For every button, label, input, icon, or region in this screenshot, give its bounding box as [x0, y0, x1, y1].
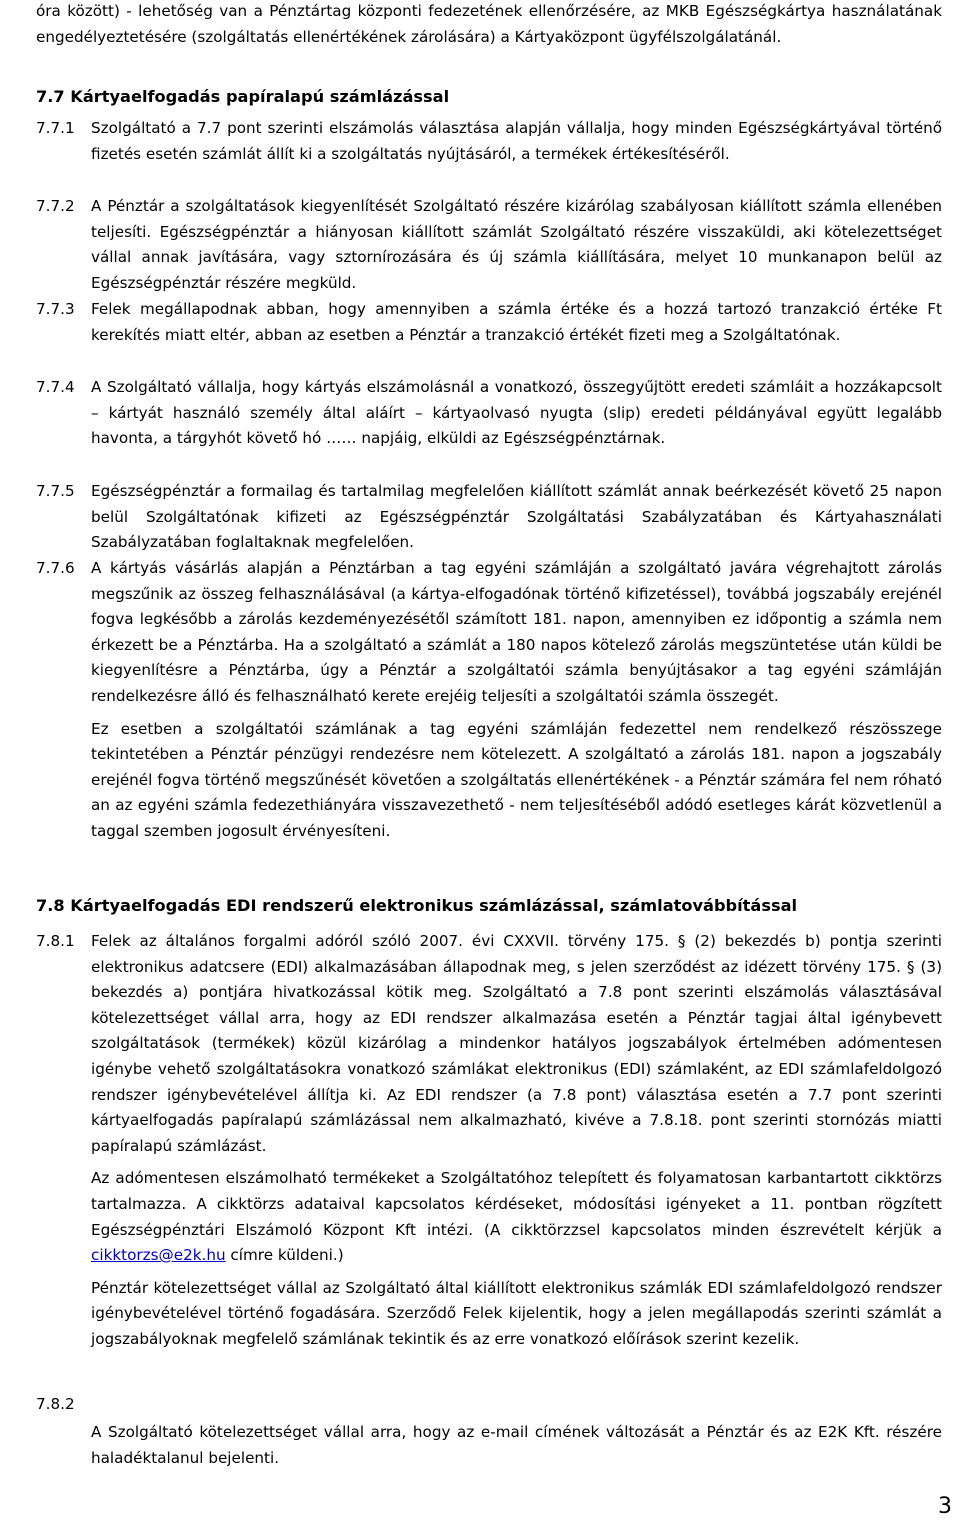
clause-number: 7.7.3 — [36, 300, 75, 318]
clause-text-continued: Ez esetben a szolgáltatói számlának a tag egyéni számláján fedezettel nem rendelkező részösszege tekintetében a Pénztár pénzügyi rendezésre nem kötelezett. A szolgáltató a zárolás 181. napon a jogszabály erejénél fogva történő megszűnését követően a szolgáltatás ellenértékének - a Pénztár számára fel nem róható an az egyéni számla fedezethiányára visszavezethető - nem teljesítéséből adódó esetleges kárát közvetlenül a taggal szemben jogosult érvényesíteni. — [91, 719, 942, 840]
page-number: 3 — [938, 1494, 952, 1519]
cikktorzs-paragraph — [91, 1166, 942, 1268]
cikktorzs-text-end: címre küldeni.) — [225, 1246, 344, 1265]
clause-number: 7.7.6 — [36, 559, 75, 577]
cikktorzs-text: Az adómentesen elszámolható termékeket a Szolgáltatóhoz telepített és folyamatosan karbantartott cikktörzs tartalmazza. A cikktörzs adataival kapcsolatos kérdéseket, módosítási igényeket a 11. pontban rögzített Egészségpénztári Elszámoló Központ Kft intézi. (A cikktörzzsel kapcsolatos minden észrevételt kérjük a — [91, 1169, 942, 1239]
clause-7-7-1 — [36, 116, 942, 167]
clause-text: A Szolgáltató kötelezettséget vállal arra, hogy az e-mail címének változását a Pénztár és az E2K Kft. részére haladéktalanul bejelenti. — [91, 1423, 942, 1467]
clause-7-7-5 — [36, 479, 942, 556]
clause-7-7-2 — [36, 194, 942, 296]
clause-text: A kártyás vásárlás alapján a Pénztárban a tag egyéni számláján a szolgáltató javára végrehajtott zárolás megszűnik az összeg felhasználásával (a kártya-elfogadónak történő kifizetéssel), továbbá jogszabály erejénél fogva legkésőbb a zárolás kezdeményezésétől számított 181. napon, amennyiben ez időpontig a számla nem érkezett be a Pénztárba. Ha a szolgáltató a számlát a 180 napos kötelező zárolás megszüntetése után küldi be kiegyenlítésre a Pénztárba, úgy a Pénztár a szolgáltatói számla benyújtásakor a tag egyéni számláján rendelkezésre álló és felhasználható kerete erejéig teljesíti a szolgáltatói számla összegét. — [91, 559, 942, 705]
section-7-8-heading: 7.8 Kártyaelfogadás EDI rendszerű elektronikus számlázással, számlatovábbítással — [36, 896, 798, 915]
clause-7-7-4 — [36, 375, 942, 452]
clause-number: 7.8.2 — [36, 1395, 75, 1413]
clause-number: 7.7.1 — [36, 119, 75, 137]
clause-text: Felek az általános forgalmi adóról szóló 2007. évi CXXVII. törvény 175. § (2) bekezdés b) pontja szerinti elektronikus adatcsere (EDI) alkalmazásában állapodnak meg, s jelen szerződést az idézett törvény 175. § (3) bekezdés a) pontjára hivatkozással kötik meg. Szolgáltató a 7.8 pont szerinti elszámolás választásával kötelezettséget vállal arra, hogy az EDI rendszer alkalmazása esetén a Pénztár tagjai által igénybevett szolgáltatások (termékek) közül kizárólag a mindenkor hatályos jogszabályok értelmében adómentesen igénybe vehető szolgáltatásokra vonatkozó számlákat elektronikus (EDI) számlaként, az EDI számlafeldolgozó rendszer igénybevételével állítja ki. Az EDI rendszer (a 7.8 pont) választása esetén a 7.7 pont szerinti kártyaelfogadás papíralapú számlázással nem alkalmazható, kivéve a 7.8.18. pont szerinti stornózás miatti papíralapú számlázást. — [91, 932, 942, 1155]
clause-7-7-6 — [36, 556, 942, 845]
clause-number: 7.8.1 — [36, 932, 75, 950]
clause-number: 7.7.5 — [36, 482, 75, 500]
clause-text: Egészségpénztár a formailag és tartalmilag megfelelően kiállított számlát annak beérkezését követő 25 napon belül Szolgáltatónak kifizeti az Egészségpénztár Szolgáltatási Szabályzatában és Kártyahasználati Szabályzatában foglaltaknak megfelelően. — [91, 482, 942, 552]
clause-text-edi-acceptance: Pénztár kötelezettséget vállal az Szolgáltató által kiállított elektronikus számlák EDI számlafeldolgozó rendszer igénybevételével történő fogadására. Szerződő Felek kijelentik, hogy a jelen megállapodás szerinti számlát a jogszabályoknak megfelelő számlának tekintik és az erre vonatkozó előírások szerint kezelik. — [91, 1278, 942, 1348]
clause-text: Szolgáltató a 7.7 pont szerinti elszámolás választása alapján vállalja, hogy minden Egészségkártyával történő fizetés esetén számlát állít ki a szolgáltatás nyújtásáról, a termékek értékesítéséről. — [91, 119, 942, 163]
clause-number: 7.7.2 — [36, 197, 75, 215]
clause-7-8-1 — [36, 929, 942, 1353]
section-7-7-heading: 7.7 Kártyaelfogadás papíralapú számlázással — [36, 87, 450, 106]
clause-text: A Szolgáltató vállalja, hogy kártyás elszámolásnál a vonatkozó, összegyűjtött eredeti számláit a hozzákapcsolt – kártyát használó személy által aláírt – kártyaolvasó nyugta (slip) eredeti példányával együtt legalább havonta, a tárgyhót követő hó …… napjáig, elküldi az Egészségpénztárnak. — [91, 378, 942, 448]
cikktorzs-email-link[interactable]: cikktorzs@e2k.hu — [91, 1246, 226, 1265]
clause-7-8-2 — [36, 1420, 942, 1471]
clause-text: A Pénztár a szolgáltatások kiegyenlítését Szolgáltató részére kizárólag szabályosan kiállított számla ellenében teljesíti. Egészségpénztár a hiányosan kiállított számlát Szolgáltató részére visszaküldi, aki kötelezettséget vállal annak javítására, vagy sztornírozására és új számla kiállítására, melyet 10 munkanapon belül az Egészségpénztár részére megküld. — [91, 197, 942, 292]
clause-number: 7.7.4 — [36, 378, 75, 396]
clause-7-7-3 — [36, 297, 942, 348]
clause-text: Felek megállapodnak abban, hogy amennyiben a számla értéke és a hozzá tartozó tranzakció értéke Ft kerekítés miatt eltér, abban az esetben a Pénztár a tranzakció értékét fizeti meg a Szolgáltatónak. — [91, 300, 942, 344]
intro-paragraph: óra között) - lehetőség van a Pénztártag központi fedezetének ellenőrzésére, az MKB Egészségkártya használatának engedélyeztetésére (szolgáltatás ellenértékének zárolására) a Kártyaközpont ügyfélszolgálatánál. — [36, 2, 942, 46]
